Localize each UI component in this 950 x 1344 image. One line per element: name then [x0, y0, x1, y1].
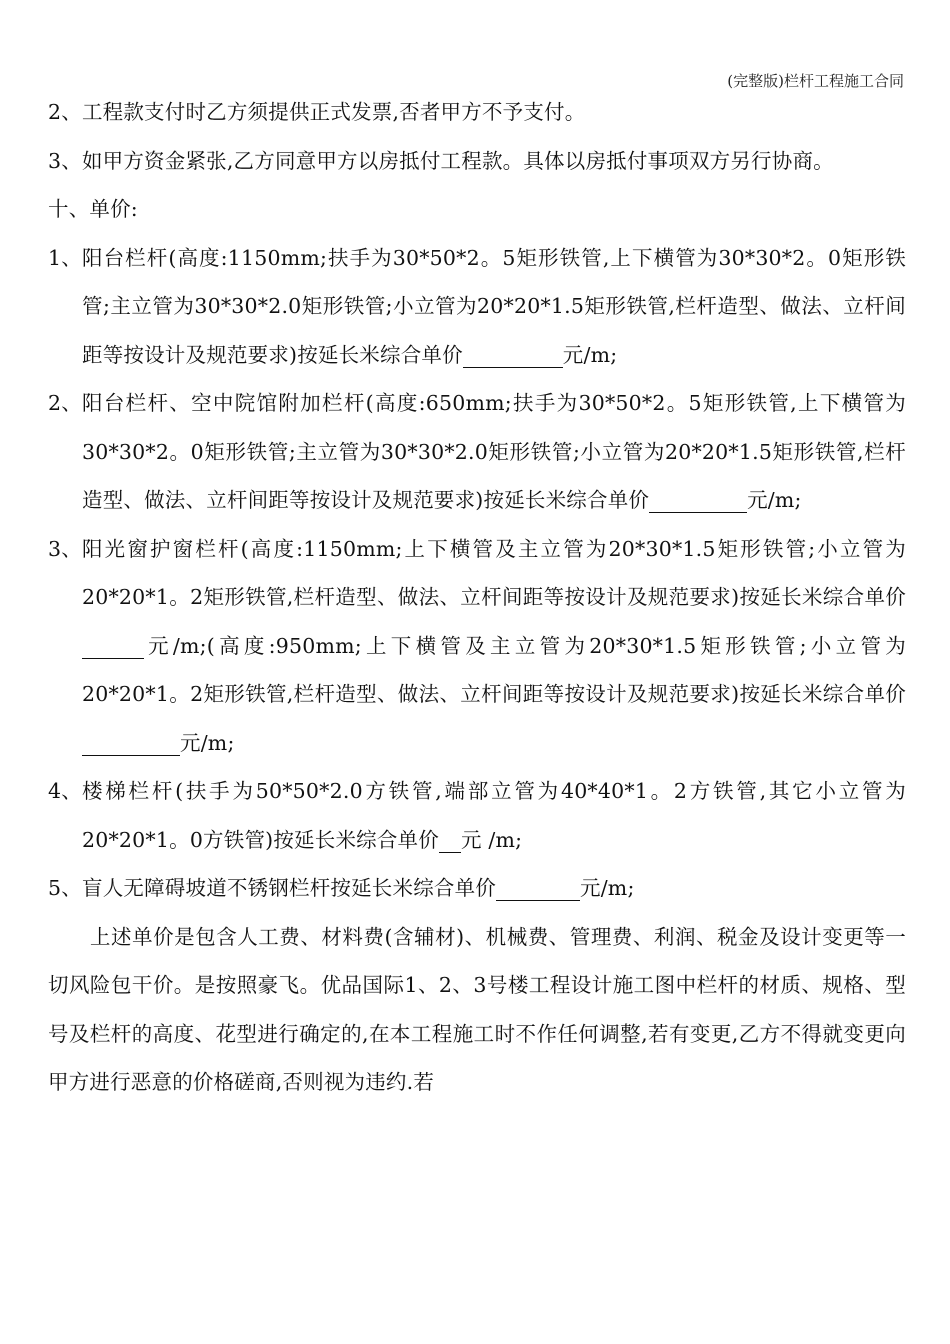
item-text: 楼梯栏杆(扶手为50*50*2.0方铁管,端部立管为40*40*1。2方铁管,其它小立管为20*20*1。0方铁管)按延长米综合单价 — [82, 779, 906, 852]
price-blank[interactable] — [496, 872, 580, 901]
price-blank[interactable] — [82, 727, 180, 756]
price-blank[interactable] — [463, 339, 563, 368]
price-item-1 — [48, 234, 906, 380]
clause-2: 2、工程款支付时乙方须提供正式发票,否者甲方不予支付。 — [48, 100, 586, 124]
item-text: 阳台栏杆(高度:1150mm;扶手为30*50*2。5矩形铁管,上下横管为30*30*2。0矩形铁管;主立管为30*30*2.0矩形铁管;小立管为20*20*1.5矩形铁管,栏杆造型、做法、立杆间距等按设计及规范要求)按延长米综合单价 — [82, 245, 906, 367]
item-unit: 元 /m; — [460, 827, 523, 852]
item-text: 阳光窗护窗栏杆(高度:1150mm;上下横管及主立管为20*30*1.5矩形铁管;小立管为20*20*1。2矩形铁管,栏杆造型、做法、立杆间距等按设计及规范要求)按延长米综合单价 — [82, 536, 906, 609]
price-blank[interactable] — [649, 484, 747, 513]
item-unit: 元/m; — [747, 488, 802, 512]
item-number: 2、 — [48, 391, 82, 415]
item-text: 盲人无障碍坡道不锈钢栏杆按延长米综合单价 — [82, 876, 496, 900]
item-unit: 元/m; — [580, 876, 635, 900]
item-unit: 元/m; — [562, 342, 618, 367]
price-item-2 — [48, 379, 906, 525]
item-text: 阳台栏杆、空中院馆附加栏杆(高度:650mm;扶手为30*50*2。5矩形铁管,上下横管为30*30*2。0矩形铁管;主立管为30*30*2.0矩形铁管;小立管为20*20*1.5矩形铁管,栏杆造型、做法、立杆间距等按设计及规范要求)按延长米综合单价 — [82, 391, 906, 512]
item-number: 3、 — [48, 536, 82, 561]
section-title: 十、单价: — [48, 197, 138, 221]
clause-3: 3、如甲方资金紧张,乙方同意甲方以房抵付工程款。具体以房抵付事项双方另行协商。 — [48, 148, 834, 173]
item-number: 1、 — [48, 245, 82, 270]
item-text-continued: 元/m;(高度:950mm;上下横管及主立管为20*30*1.5矩形铁管;小立管为20*20*1。2矩形铁管,栏杆造型、做法、立杆间距等按设计及规范要求)按延长米综合单价 — [82, 633, 906, 706]
closing-paragraph: 上述单价是包含人工费、材料费(含辅材)、机械费、管理费、利润、税金及设计变更等一切风险包干价。是按照豪飞。优品国际1、2、3号楼工程设计施工图中栏杆的材质、规格、型号及栏杆的高度、花型进行确定的,在本工程施工时不作任何调整,若有变更,乙方不得就变更向甲方进行恶意的价格磋商,否则视为违约.若 — [48, 924, 906, 1094]
item-unit: 元/m; — [180, 730, 235, 755]
price-blank[interactable] — [439, 824, 461, 853]
price-blank[interactable] — [82, 630, 144, 659]
item-number: 4、 — [48, 779, 82, 803]
document-body — [48, 88, 906, 1107]
price-item-3 — [48, 525, 906, 768]
item-number: 5、 — [48, 876, 82, 900]
price-item-5 — [48, 864, 906, 913]
page-header: (完整版)栏杆工程施工合同 — [727, 72, 904, 90]
price-item-4 — [48, 767, 906, 864]
